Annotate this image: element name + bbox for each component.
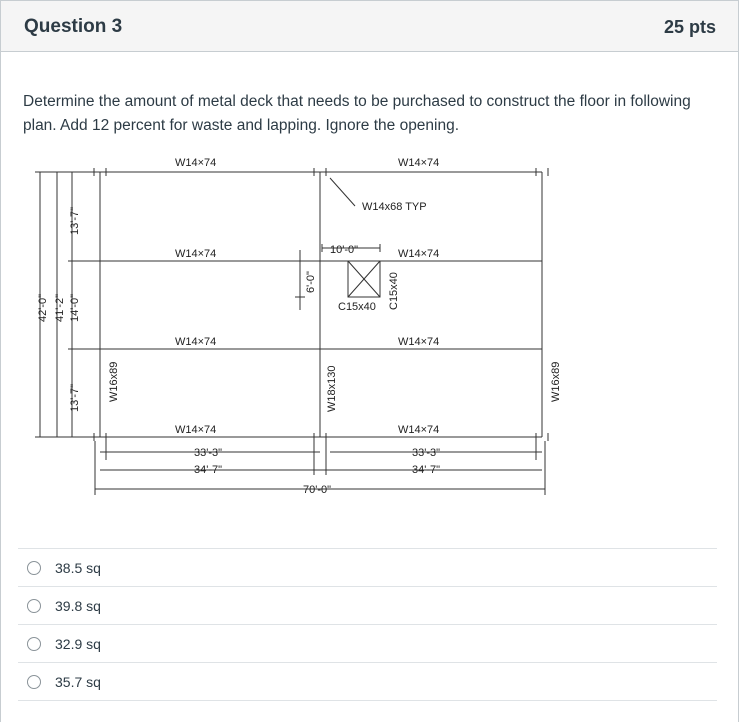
radio-button[interactable] [27, 561, 41, 575]
beam-label-row2-left: W14×74 [175, 248, 217, 260]
channel-label-horizontal: C15x40 [338, 301, 376, 313]
dim-33-3-left: 33'-3" [194, 447, 223, 459]
answer-option[interactable] [18, 548, 717, 586]
frame-left-border [0, 52, 1, 722]
answer-label: 32.9 sq [55, 635, 101, 652]
question-title: Question 3 [24, 16, 123, 37]
typ-label: W14x68 TYP [362, 201, 427, 213]
answer-label: 38.5 sq [55, 559, 101, 576]
answer-option[interactable] [18, 586, 717, 624]
dim-70-0: 70'-0" [303, 484, 332, 496]
column-label-mid: W18x130 [326, 365, 338, 412]
typ-leader [330, 178, 355, 206]
answer-option[interactable] [18, 662, 717, 701]
opening-width-dim: 10'-0" [330, 244, 359, 256]
dim-13-7-top: 13'-7" [69, 206, 81, 235]
beam-label-bottom-right: W14×74 [398, 424, 440, 436]
answer-label: 39.8 sq [55, 597, 101, 614]
dim-14-0: 14'-0" [69, 293, 81, 322]
answer-label: 35.7 sq [55, 673, 101, 690]
question-points: 25 pts [663, 17, 716, 37]
beam-label-row2-right: W14×74 [398, 248, 440, 260]
dim-34-7-left: 34'-7" [194, 464, 223, 476]
dim-33-3-right: 33'-3" [412, 447, 441, 459]
column-label-left: W16x89 [108, 361, 120, 402]
frame-right-border [738, 52, 739, 722]
radio-button[interactable] [27, 637, 41, 651]
beam-label-row3-left: W14×74 [175, 336, 217, 348]
beam-label-row3-right: W14×74 [398, 336, 440, 348]
dim-13-7-bottom: 13'-7" [69, 383, 81, 412]
radio-button[interactable] [27, 599, 41, 613]
beam-label-top-left: W14×74 [175, 157, 217, 169]
floor-plan-figure [30, 150, 560, 500]
channel-label-vertical: C15x40 [388, 272, 400, 310]
column-label-right: W16x89 [550, 361, 562, 402]
answer-option[interactable] [18, 624, 717, 662]
question-header [0, 0, 739, 52]
question-prompt: Determine the amount of metal deck that needs to be purchased to construct the floor in following plan. Add 12 percent for waste and lapping. Ignore the opening. [23, 93, 691, 134]
opening-height-dim: 6'-0" [305, 271, 317, 293]
beam-label-top-right: W14×74 [398, 157, 440, 169]
beam-label-bottom-left: W14×74 [175, 424, 217, 436]
answer-list [18, 548, 717, 701]
dim-34-7-right: 34'-7" [412, 464, 441, 476]
dim-41-2: 41'-2" [54, 293, 66, 322]
radio-button[interactable] [27, 675, 41, 689]
dim-42-0: 42'-0" [37, 293, 49, 322]
